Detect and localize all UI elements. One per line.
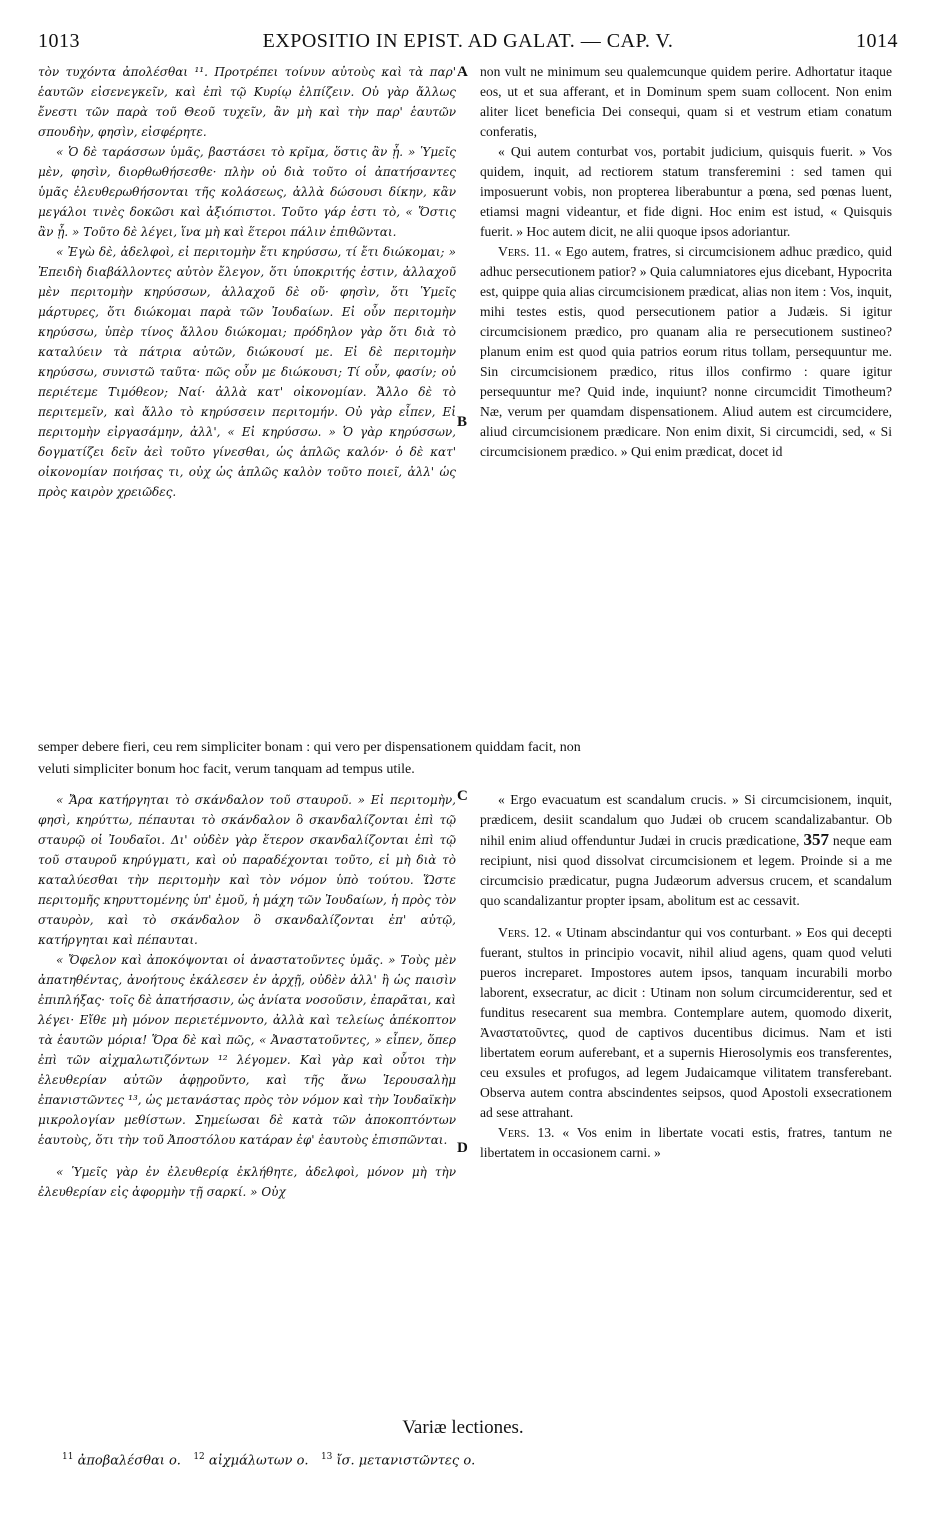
latin-paragraph-3-text: « Ego autem, fratres, si circumcisionem adhuc prædico, quid adhuc persecutionem patior? » Quia calumniatores ejus dicebant, Hypocrita est, quippe quia alias circumcisionem prædicat, alias non item : Vos, inquit, mihi testes estis, quod persecutionem patior a Judæis. Si igitur circumcisionem prædico, pro quanam alia re persecutionem sustineo? planum enim est quod quia patrios eorum ritus tollam, persequuntur me. Sin circumcisionem prædico, ritus illos confirmo : quare igitur persequuntur me? Quid inde, inquiunt? nonne circumcidit Timotheum? Næ, verum per quamdam dispensationem. Aliud autem est circumcidere, aliud circumcisionem prædicare. Non enim dixit, Si circumcidi, sed, « Si circumcisionem prædico. » Qui enim prædicat, docet id: [480, 244, 892, 459]
verse-marker-11: Vers. 11.: [498, 244, 551, 259]
margin-letter-a: A: [457, 64, 468, 80]
latin-paragraph-4-text: « Ergo evacuatum est scandalum crucis. » Si circumcisionem, inquit, prædicem, desiit scandalum quo Judæi ob crucem scandalizabantur. Ob nihil enim aliud offenduntur Judæi in crucis prædicatione,: [480, 792, 892, 848]
note-number-11: 11: [62, 1452, 74, 1462]
full-width-line-1: semper debere fieri, ceu rem simpliciter bonam : qui vero per dispensationem quiddam facit, non: [38, 740, 581, 755]
greek-paragraph-5: « Ὄφελον καὶ ἀποκόψονται οἱ ἀναστατοῦντες ὑμᾶς. » Τοὺς μὲν ἀπατηθέντας, ἀνοήτους ἐκάλεσεν ἐν ἀρχῇ, οὐδὲν ἀλλ' ἢ ὡς παισὶν ἐπιπλήξας· τοῖς δὲ ἀπατήσασιν, ὡς ἀνίατα νοσοῦσιν, ἐπαρᾶται, καὶ λέγει· Εἴθε μὴ μόνον περιετέμνοντο, ἀλλὰ καὶ τελείως ἀπέκοπτον τὰ ἑαυτῶν μόρια! Ὅρα δὲ καὶ πῶς, « Ἀναστατοῦντες, » εἶπεν, ὅπερ ἐπὶ τῶν αἰχμαλωτιζόντων ¹² λέγομεν. Καὶ γὰρ καὶ οὗτοι τὴν ἐλευθερίαν αὐτῶν ἀφῃροῦντο, καὶ τῆς ἄνω Ἱερουσαλὴμ ἐπανιστῶντες ¹³, ὡς μετανάστας πρὸς τὸν νόμον καὶ τὴν Ἰουδαϊκὴν μικρολογίαν μεθίστων. Σημείωσαι δὲ κατὰ τῶν ἀποκοπτόντων ἑαυτοὺς, ὅτι τὴν τοῦ Ἀποστόλου κατάραν ἐφ' ἑαυτοὺς ἐπισπῶνται.: [38, 953, 456, 1147]
latin-paragraph-4-rest: neque eam recipiunt, nisi quod dissolvat circumcisionem et legem. Proinde si a me circumcisio prædicatur, pugna Judæorum adversus crucem, et scandalum quo scandalizantur propter ipsam, abolitum est ac cessavit.: [480, 833, 893, 908]
verse-marker-12: Vers. 12.: [498, 925, 551, 940]
margin-letter-b: B: [457, 414, 468, 430]
note-12: αἰχμάλωτων ο.: [208, 1453, 309, 1469]
migne-column-number: 357: [803, 830, 829, 849]
latin-paragraph-6-text: « Vos enim in libertate vocati estis, fratres, tantum ne libertatem in occasionem carni. »: [480, 1125, 892, 1160]
note-13: ἴσ. μετανιστῶντες ο.: [336, 1453, 476, 1469]
latin-column-lower: [480, 790, 892, 1410]
margin-letter-d: D: [457, 1140, 468, 1156]
note-number-12: 12: [193, 1452, 205, 1462]
latin-paragraph-2: « Qui autem conturbat vos, portabit judicium, quisquis fuerit. » Vos quidem, inquit, ad rectiorem statum transferemini : sed tamen qui imposuerunt vobis, non propterea liberabuntur a pœna, sed pœnas luent, etiamsi magni videantur, et fide digni. Hoc enim est istud, « Quisquis fuerit. » Hoc autem dicit, ne alii quoque ipsos adoriantur.: [480, 144, 892, 239]
page-header: [38, 30, 898, 56]
latin-paragraph-4: [480, 790, 892, 911]
variae-lectiones-title: Variæ lectiones.: [402, 1417, 524, 1438]
note-number-13: 13: [320, 1452, 333, 1462]
greek-paragraph-2: « Ὁ δὲ ταράσσων ὑμᾶς, βαστάσει τὸ κρῖμα, ὅστις ἂν ᾖ. » Ὑμεῖς μὲν, φησὶν, διορθωθήσεσθε· πλὴν οὐ διὰ τοῦτο οἱ ἀπατήσαντες ὑμᾶς ἐλευθερωθήσονται τῆς κολάσεως, ἀλλὰ δώσουσι δίκην, κἂν μεγάλοι τινὲς δοκῶσι καὶ ἀξιόπιστοι. Τοῦτο γάρ ἐστι τὸ, « Ὅστις ἂν ᾖ. » Τοῦτο δὲ λέγει, ἵνα μὴ καὶ ἕτεροι πάλιν ἐπιθῶνται.: [38, 145, 456, 239]
latin-paragraph-5-text: « Utinam abscindantur qui vos conturbant. » Eos qui decepti fuerant, stultos in principio vocavit, nihil aliud agens, quam quod veluti pueros increparet. Impostores autem ipsos, tanquam incurabili morbo laborent, exsecratur, ac dicit : Utinam non solum circumciderentur, sed et funditus resecarent sua membra. Contemplare autem, quomodo dixerit, Ἀναστατοῦντες, quod de captivos ducentibus dicimus. Nam et isti libertatem eorum auferebant, et a supernis Hierosolymis eos transferentes, ceu exsules et profugos, ad legem Judaicamque vilitatem transferebant. Observa autem contra abscindentes seipsos, quod Apostoli exsecrationem ad sese attrahant.: [480, 925, 892, 1120]
greek-paragraph-4: « Ἄρα κατήργηται τὸ σκάνδαλον τοῦ σταυροῦ. » Εἰ περιτομὴν, φησὶ, κηρύττω, πέπαυται τὸ σκάνδαλον ὃ σκανδαλίζονται ἐπὶ τῷ σταυρῷ οἱ Ἰουδαῖοι. Δι' οὐδὲν γὰρ ἕτερον σκανδαλίζονται ἐπὶ τῷ τοῦ σταυροῦ κηρύγματι, καὶ οὐ παραδέχονται τοῦτο, εἰ μὴ διὰ τὸ καταλύεσθαι τὴν περιτομὴν καὶ τὸν νόμον ὑπὸ τούτου. Ὥστε περιτομῆς κηρυττομένης ὑπ' ἐμοῦ, ἡ μάχη τῶν Ἰουδαίων, ἡ πρὸς τὸν σταυρὸν, καὶ τὸ σκάνδαλον ὃ σκανδαλίζονται ἐπ' αὐτῷ, κατήργηται καὶ πέπαυται.: [38, 793, 456, 947]
page-number-right: 1014: [856, 30, 898, 52]
variae-lectiones-notes: [62, 1452, 902, 1468]
greek-column-upper: [38, 62, 456, 722]
verse-marker-13: Vers. 13.: [498, 1125, 555, 1140]
full-width-line-2: veluti simpliciter bonum hoc facit, verum tanquam ad tempus utile.: [38, 762, 415, 777]
latin-column-upper: [480, 62, 892, 722]
latin-paragraph-6: [480, 1123, 892, 1163]
latin-paragraph-5: [480, 923, 892, 1123]
page-number-left: 1013: [38, 30, 80, 52]
note-11: ἀποβαλέσθαι ο.: [77, 1453, 181, 1469]
latin-paragraph-1: non vult ne minimum seu qualemcunque quidem perire. Adhortatur itaque eos, ut et sua afferant, et in Dominum spem suam collocent. Non enim aliter licet beneficia Dei consequi, quam si et vestrum etiam conatum conferatis,: [480, 64, 892, 139]
greek-paragraph-6: « Ὑμεῖς γὰρ ἐν ἐλευθερίᾳ ἐκλήθητε, ἀδελφοὶ, μόνον μὴ τὴν ἐλευθερίαν εἰς ἀφορμὴν τῇ σαρκί. » Οὐχ: [38, 1165, 456, 1199]
greek-paragraph-3: « Ἐγὼ δὲ, ἀδελφοὶ, εἰ περιτομὴν ἔτι κηρύσσω, τί ἔτι διώκομαι; » Ἐπειδὴ διαβάλλοντες αὐτὸν ἔλεγον, ὅτι ὑποκριτής ἐστιν, ἀλλαχοῦ μὲν περιτομὴν κηρύσσων, ἀλλαχοῦ δὲ οὔ· φησὶν, ὅτι Ὑμεῖς μάρτυρες, ὅτι διώκομαι παρὰ τῶν Ἰουδαίων. Εἰ οὖν περιτομὴν κηρύσσω, ὑπὲρ τίνος ἄλλου διώκομαι; πρόδηλον γὰρ ὅτι διὰ τὸ καταλύειν τὰ πάτρια αὐτῶν, διώκουσί με. Εἰ δὲ περιτομὴν κηρύσσω, συνιστῶ ταῦτα· πῶς οὖν με διώκουσι; Τί οὖν, φασίν; οὐ περιέτεμε Τιμόθεον; Ναί· ἀλλὰ κατ' οἰκονομίαν. Ἄλλο δὲ τὸ περιτεμεῖν, καὶ ἄλλο τὸ κηρύσσειν περιτομήν. Οὐ γὰρ εἶπεν, Εἰ περιτομὴν εἰργασάμην, ἀλλ', « Εἰ κηρύσσω. » Ὁ γὰρ κηρύσσων, δογματίζει δεῖν ἀεὶ τοῦτο γίνεσθαι, ὡς ἁπλῶς καλόν· ὁ δὲ κατ' οἰκονομίαν ποιήσας τι, οὐχ ὡς ἁπλῶς καλὸν τοῦτο ποιεῖ, ἀλλ' ὡς πρὸς καιρὸν χρειῶδες.: [38, 245, 456, 499]
greek-paragraph-1: τὸν τυχόντα ἀπολέσθαι ¹¹. Προτρέπει τοίνυν αὐτοὺς καὶ τὰ παρ' ἑαυτῶν εἰσενεγκεῖν, καὶ ἐπὶ τῷ Κυρίῳ ἐλπίζειν. Οὐ γὰρ ἄλλως ἔνεστι τῶν παρὰ τοῦ Θεοῦ τυχεῖν, ἂν μὴ καὶ τὴν παρ' ἑαυτῶν σπουδὴν, φησὶν, εἰσφέρητε.: [38, 65, 456, 139]
running-title: EXPOSITIO IN EPIST. AD GALAT. — CAP. V.: [262, 30, 674, 52]
latin-paragraph-3: [480, 242, 892, 462]
margin-letter-c: C: [457, 788, 468, 804]
greek-column-lower: [38, 790, 456, 1410]
